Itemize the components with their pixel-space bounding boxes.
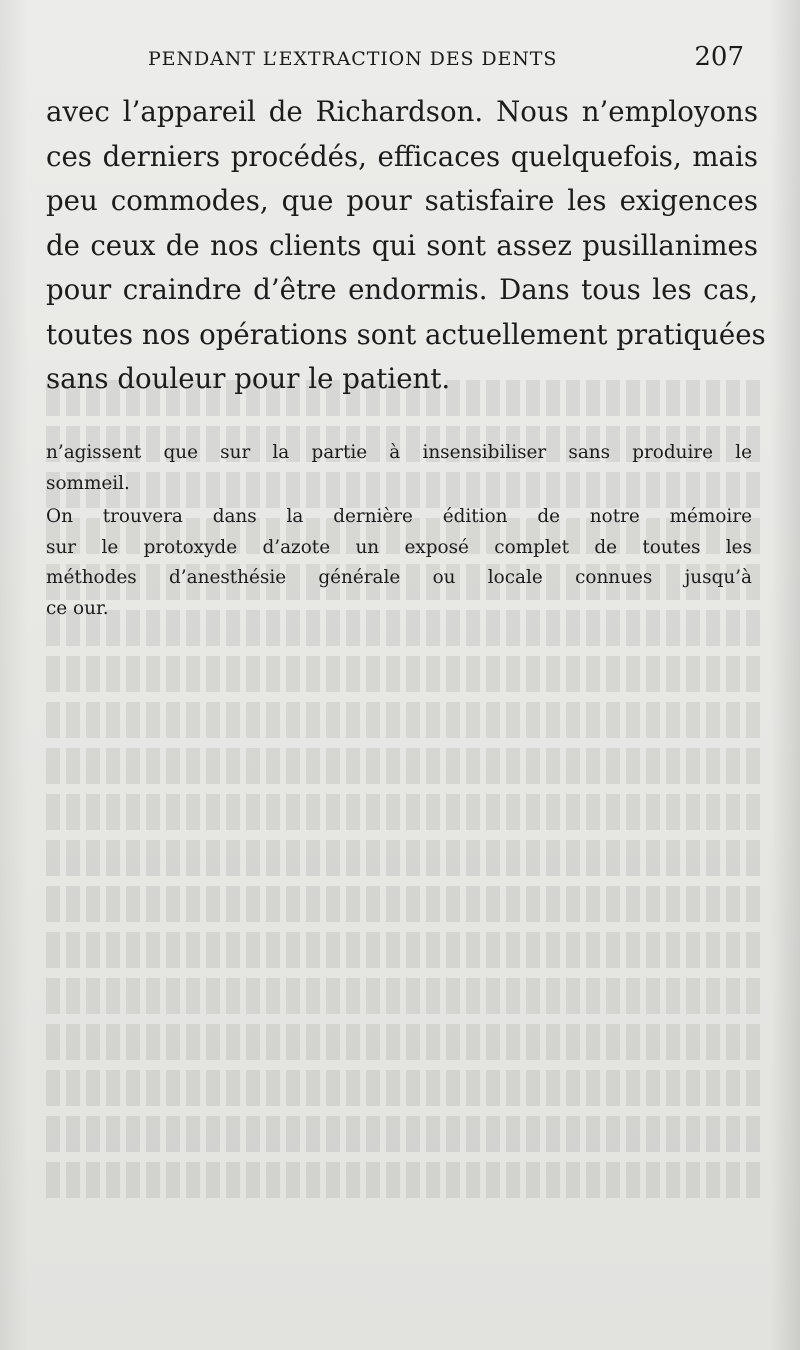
running-title: PENDANT L’EXTRACTION DES DENTS <box>148 48 558 70</box>
footnote-line: sur le protoxyde d’azote un exposé complet de toutes les <box>46 536 752 558</box>
footnote-paragraph <box>46 502 752 624</box>
text-line: de ceux de nos clients qui sont assez pusillanimes <box>46 228 758 262</box>
footnote-line: méthodes d’anesthésie générale ou locale connues jusqu’à <box>46 567 752 588</box>
text-line: peu commodes, que pour satisfaire les exigences <box>46 184 758 217</box>
footnote-line: sommeil. <box>46 472 130 494</box>
footnote-line: n’agissent que sur la partie à insensibiliser sans produire le <box>46 442 752 463</box>
text-line: toutes nos opérations sont actuellement pratiquées <box>46 317 766 351</box>
page-header <box>148 44 750 78</box>
page-number: 207 <box>694 42 744 72</box>
footnote-paragraph <box>46 438 752 499</box>
footnote <box>46 438 752 624</box>
text-line: avec l’appareil de Richardson. Nous n’employons <box>46 95 758 128</box>
footnote-line: ce our. <box>46 597 109 619</box>
main-paragraph <box>46 90 766 402</box>
text-line: pour craindre d’être endormis. Dans tous les cas, <box>46 273 758 306</box>
text-line: sans douleur pour le patient. <box>46 362 451 395</box>
text-line: ces derniers procédés, efficaces quelquefois, mais <box>46 139 758 173</box>
footnote-line: On trouvera dans la dernière édition de notre mémoire <box>46 506 752 527</box>
